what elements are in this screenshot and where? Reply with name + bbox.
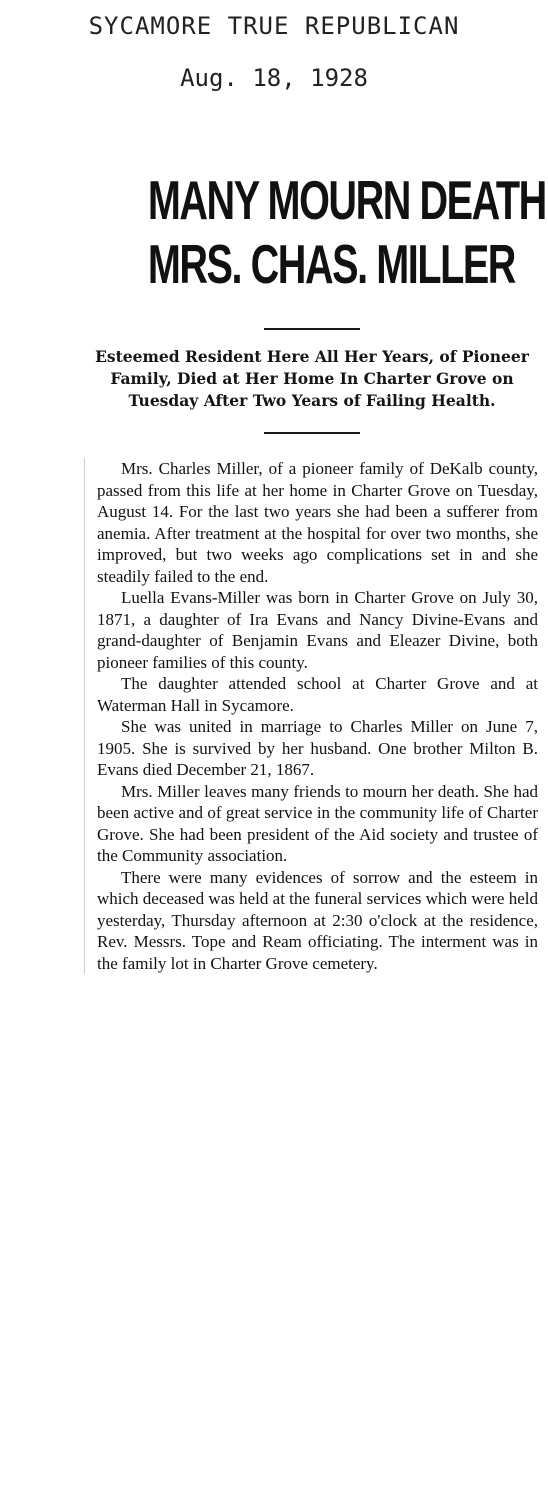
article-paragraph: Luella Evans-Miller was born in Charter Grove on July 30, 1871, a daughter of Ira Evans and Nancy Divine-Evans and grand-daughter of Benjamin Evans and Eleazer Divine, both pioneer families of this county.	[97, 588, 538, 672]
publication-date: Aug. 18, 1928	[180, 64, 368, 92]
newspaper-clipping	[84, 168, 546, 1488]
headline-line-2: MRS. CHAS. MILLER	[147, 233, 515, 295]
publication-name: SYCAMORE TRUE REPUBLICAN	[88, 12, 460, 40]
article-paragraph: There were many evidences of sorrow and the esteem in which deceased was held at the funeral services which were held yesterday, Thursday afternoon at 2:30 o'clock at the residence, Rev. Messrs. Tope and Ream officiating. The interment was in the family lot in Charter Grove cemetery.	[97, 867, 538, 973]
headline	[147, 168, 546, 296]
article-paragraph: The daughter attended school at Charter Grove and at Waterman Hall in Sycamore.	[97, 674, 538, 715]
subheadline-deck: Esteemed Resident Here All Her Years, of Pioneer Family, Died at Her Home In Charter Grove on Tuesday After Two Years of Failing Health.	[95, 347, 529, 410]
article-paragraph: She was united in marriage to Charles Miller on June 7, 1905. She is survived by her husband. One brother Milton B. Evans died December 21, 1867.	[97, 717, 538, 779]
article-paragraph: Mrs. Miller leaves many friends to mourn her death. She had been active and of great service in the community life of Charter Grove. She had been president of the Aid society and trustee of the Community association.	[97, 781, 538, 865]
divider-rule	[264, 432, 360, 434]
headline-line-1: MANY MOURN DEATH	[147, 169, 546, 231]
article-paragraph: Mrs. Charles Miller, of a pioneer family of DeKalb county, passed from this life at her home in Charter Grove on Tuesday, August 14. For the last two years she had been a sufferer from anemia. After treatment at the hospital for over two months, she improved, but two weeks ago complications set in and she steadily failed to the end.	[97, 459, 538, 586]
article-body	[84, 458, 540, 974]
divider-rule	[264, 328, 360, 330]
